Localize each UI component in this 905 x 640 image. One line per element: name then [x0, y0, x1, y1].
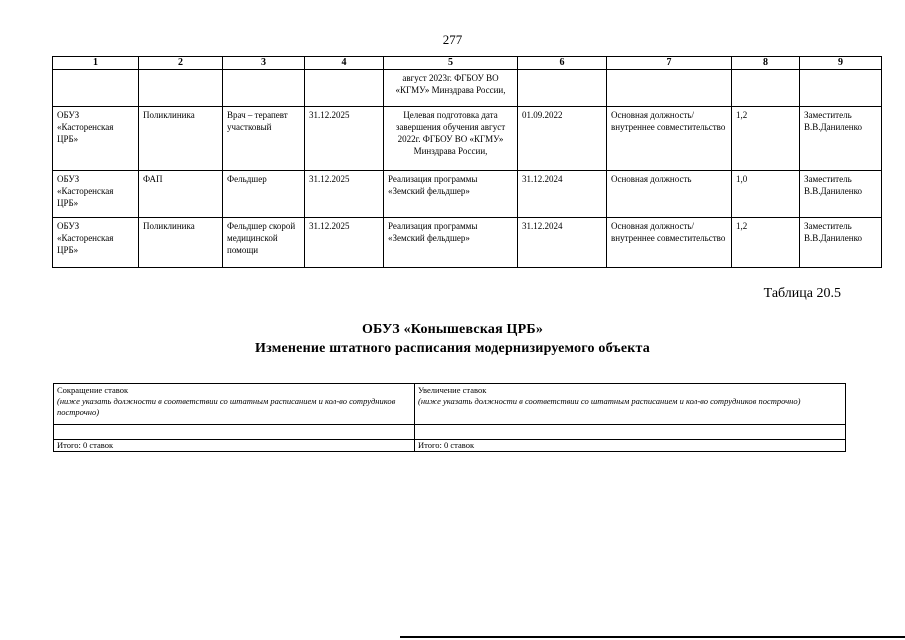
employment-cell — [607, 70, 732, 107]
measure-cell: Целевая подготовка дата завершения обучения август 2022г. ФГБОУ ВО «КГМУ» Минздрава России, — [384, 107, 518, 171]
increase-header-cell — [415, 384, 846, 425]
date-cell: 31.12.2025 — [305, 171, 384, 218]
column-number: 3 — [223, 57, 305, 70]
unit-cell: Поликлиника — [139, 218, 223, 268]
org-cell: ОБУЗ «Касторенская ЦРБ» — [53, 107, 139, 171]
employment-cell: Основная должность/внутреннее совместительство — [607, 218, 732, 268]
table-row — [53, 70, 882, 107]
org-cell: ОБУЗ «Касторенская ЦРБ» — [53, 218, 139, 268]
increase-header: Увеличение ставок — [418, 385, 487, 395]
org-cell: ОБУЗ «Касторенская ЦРБ» — [53, 171, 139, 218]
employment-cell: Основная должность — [607, 171, 732, 218]
date2-cell: 31.12.2024 — [518, 171, 607, 218]
employment-cell: Основная должность/внутреннее совместительство — [607, 107, 732, 171]
column-number: 9 — [800, 57, 882, 70]
column-number: 1 — [53, 57, 139, 70]
table-row — [53, 107, 882, 171]
unit-cell: ФАП — [139, 171, 223, 218]
org-cell — [53, 70, 139, 107]
measure-cell: Реализация программы «Земский фельдшер» — [384, 218, 518, 268]
staff-total-row — [54, 440, 846, 452]
reduction-empty-cell — [54, 425, 415, 440]
reduction-header: Сокращение ставок — [57, 385, 129, 395]
column-number: 7 — [607, 57, 732, 70]
increase-total: Итого: 0 ставок — [415, 440, 846, 452]
position-cell: Фельдшер скорой медицинской помощи — [223, 218, 305, 268]
measure-cell: август 2023г. ФГБОУ ВО «КГМУ» Минздрава России, — [384, 70, 518, 107]
increase-empty-cell — [415, 425, 846, 440]
responsible-cell: Заместитель В.В.Даниленко — [800, 218, 882, 268]
responsible-cell: Заместитель В.В.Даниленко — [800, 171, 882, 218]
column-number: 8 — [732, 57, 800, 70]
scan-edge-line — [400, 636, 905, 638]
table-label: Таблица 20.5 — [763, 286, 841, 301]
date-cell: 31.12.2025 — [305, 107, 384, 171]
reduction-hint: (ниже указать должности в соответствии со штатным расписанием и кол-во сотрудников построчно) — [57, 396, 396, 417]
column-number: 6 — [518, 57, 607, 70]
position-cell: Фельдшер — [223, 171, 305, 218]
increase-hint: (ниже указать должности в соответствии со штатным расписанием и кол-во сотрудников построчно) — [418, 396, 801, 406]
unit-cell: Поликлиника — [139, 107, 223, 171]
staffing-table — [52, 56, 882, 268]
staff-change-table — [53, 383, 846, 452]
column-number: 2 — [139, 57, 223, 70]
staff-header-row — [54, 384, 846, 425]
column-number: 4 — [305, 57, 384, 70]
section-title: Изменение штатного расписания модернизируемого объекта — [255, 341, 650, 356]
measure-cell: Реализация программы «Земский фельдшер» — [384, 171, 518, 218]
unit-cell — [139, 70, 223, 107]
responsible-cell: Заместитель В.В.Даниленко — [800, 107, 882, 171]
reduction-header-cell — [54, 384, 415, 425]
column-number-row — [53, 57, 882, 70]
date-cell — [305, 70, 384, 107]
rate-cell — [732, 70, 800, 107]
page-number: 277 — [442, 32, 463, 47]
organization-title: ОБУЗ «Конышевская ЦРБ» — [361, 322, 544, 337]
column-number: 5 — [384, 57, 518, 70]
position-cell — [223, 70, 305, 107]
position-cell: Врач – терапевт участковый — [223, 107, 305, 171]
staff-empty-row — [54, 425, 846, 440]
date2-cell: 31.12.2024 — [518, 218, 607, 268]
responsible-cell — [800, 70, 882, 107]
date2-cell — [518, 70, 607, 107]
reduction-total: Итого: 0 ставок — [54, 440, 415, 452]
table-row — [53, 218, 882, 268]
rate-cell: 1,0 — [732, 171, 800, 218]
rate-cell: 1,2 — [732, 107, 800, 171]
date-cell: 31.12.2025 — [305, 218, 384, 268]
date2-cell: 01.09.2022 — [518, 107, 607, 171]
rate-cell: 1,2 — [732, 218, 800, 268]
table-row — [53, 171, 882, 218]
